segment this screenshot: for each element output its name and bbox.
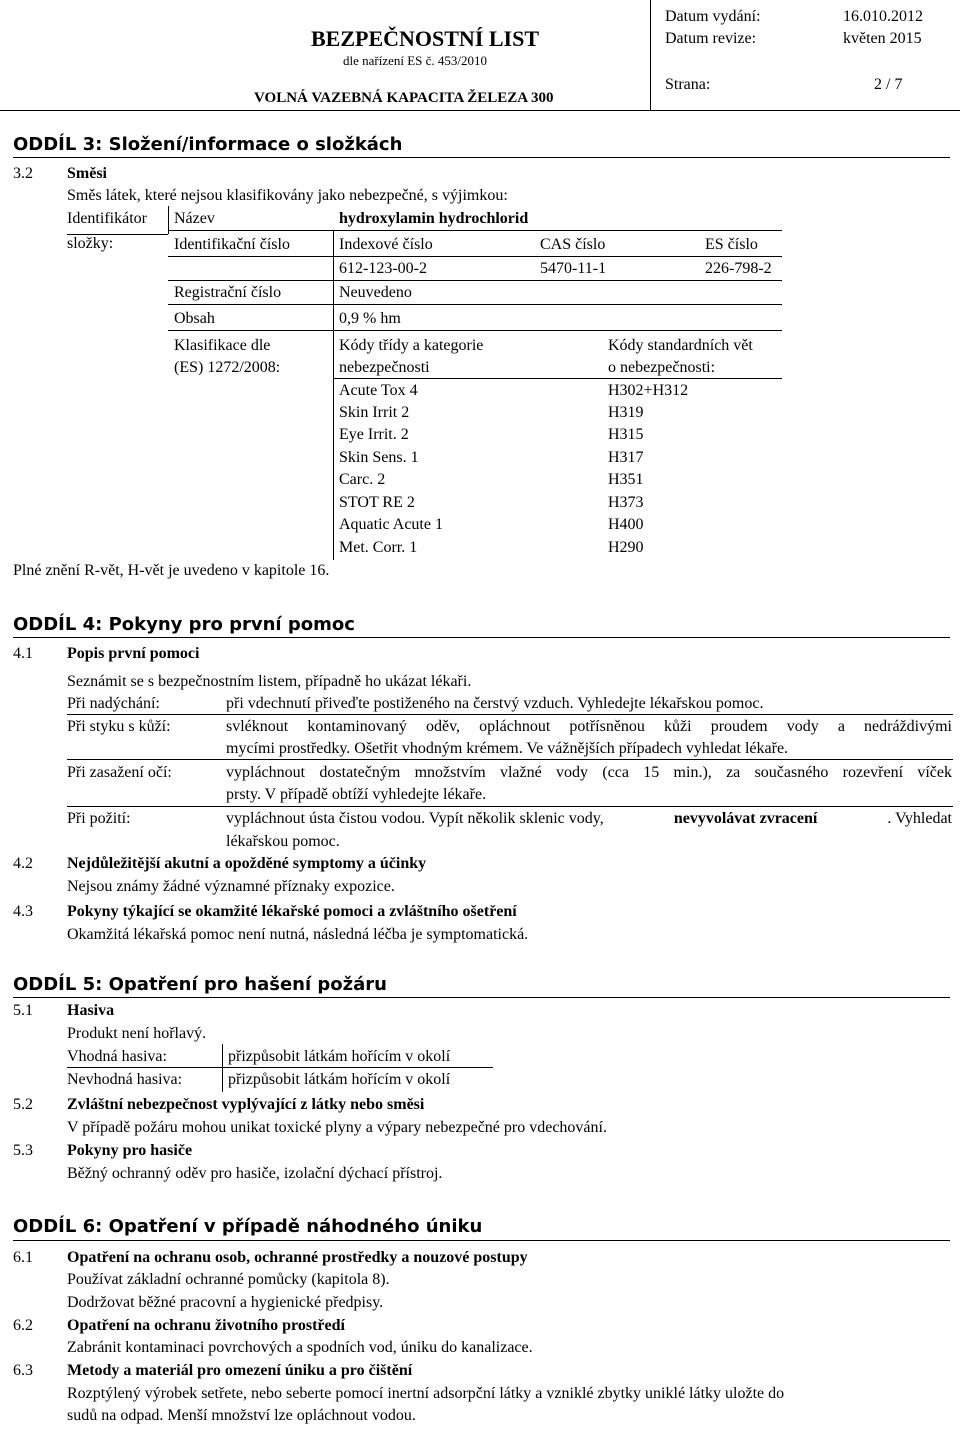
section-3-heading: ODDÍL 3: Složení/informace o složkách [13,134,403,155]
paragraph: Okamžitá lékařská pomoc není nutná, následná léčba je symptomatická. [67,926,529,943]
table-rule-1 [168,230,782,231]
subsection-number: 6.3 [13,1362,33,1379]
product-name: VOLNÁ VAZEBNÁ KAPACITA ŽELEZA 300 [254,90,554,106]
h-code: H302+H312 [608,382,689,399]
hazard-class: Met. Corr. 1 [339,539,418,556]
skin-contact-text: svléknout kontaminovaný oděv, opláchnout potřísněnou kůži proudem vody a nedráždivými [226,718,952,735]
skin-contact-text-2: mycími prostředky. Ošetřit vhodným krémem. Ve vážnějších případech vyhledat lékaře. [226,740,789,757]
subsection-number: 5.2 [13,1096,33,1113]
hazard-class: Skin Irrit 2 [339,404,410,421]
media-divider [222,1044,223,1092]
table-col-divider [333,230,334,560]
inhalation-label: Při nadýchání: [67,695,160,712]
revision-date-value: květen 2015 [843,30,922,47]
h-code: H400 [608,516,644,533]
first-aid-rule [67,806,953,807]
subsection-title: Popis první pomoci [67,645,200,662]
subsection-number: 4.2 [13,855,33,872]
subsection-title: Směsi [67,165,107,182]
h-code: H290 [608,539,644,556]
h-code: H373 [608,494,644,511]
ingestion-text-c: . Vyhledat [887,810,952,827]
document-subtitle: dle nařízení ES č. 453/2010 [343,53,488,68]
subsection-title: Pokyny týkající se okamžité lékařské pomoci a zvláštního ošetření [67,903,517,920]
paragraph: Zabránit kontaminaci povrchových a spodních vod, úniku do kanalizace. [67,1339,533,1356]
subsection-title: Hasiva [67,1002,115,1019]
hazard-class-header-2: nebezpečnosti [339,359,430,376]
ingestion-text-a: vypláchnout ústa čistou vodou. Vypít několik sklenic vody, [226,810,604,827]
ingestion-label: Při požití: [67,810,131,827]
paragraph: Používat základní ochranné pomůcky (kapitola 8). [67,1271,390,1288]
h-code: H351 [608,471,644,488]
es-number: 226-798-2 [705,260,772,277]
page-number-label: Strana: [665,76,711,93]
table-rule-4 [168,304,782,305]
first-aid-intro: Seznámit se s bezpečnostním listem, případně ho ukázat lékaři. [67,673,472,690]
ingestion-text-2: lékařskou pomoc. [226,833,340,850]
identifier-label-2: složky: [67,235,114,252]
index-label: Indexové číslo [339,236,433,253]
section-6-heading: ODDÍL 6: Opatření v případě náhodného úniku [13,1216,483,1237]
subsection-title: Zvláštní nebezpečnost vyplývající z látky nebo směsi [67,1096,425,1113]
section-5-heading: ODDÍL 5: Opatření pro hašení požáru [13,974,387,995]
classification-label-2: (ES) 1272/2008: [174,359,281,376]
page-number-value: 2 / 7 [874,76,903,93]
index-number: 612-123-00-2 [339,260,427,277]
table-rule-3 [168,280,782,281]
identifier-underline [67,234,168,235]
subsection-title: Metody a materiál pro omezení úniku a pro čištění [67,1362,413,1379]
inhalation-text: při vdechnutí přiveďte postiženého na čerstvý vzduch. Vyhledejte lékařskou pomoc. [226,695,764,712]
section-4-rule [13,637,950,638]
classification-label: Klasifikace dle [174,337,271,354]
paragraph: Rozptýlený výrobek setřete, nebo seberte pomocí inertní adsorpční látky a vzniklé zbytky uniklé látky uložte do [67,1385,785,1402]
subsection-number: 4.3 [13,903,33,920]
h-code: H315 [608,426,644,443]
issue-date-label: Datum vydání: [665,8,761,25]
hazard-class: Skin Sens. 1 [339,449,419,466]
section-6-rule [13,1240,950,1241]
ingestion-text-b: nevyvolávat zvracení [673,810,818,827]
h-code: H317 [608,449,644,466]
section-3-rule [13,157,950,158]
issue-date-value: 16.010.2012 [843,8,923,25]
skin-contact-label: Při styku s kůží: [67,718,171,735]
suitable-media-value: přizpůsobit látkám hořícím v okolí [228,1048,451,1065]
hazard-class: Acute Tox 4 [339,382,418,399]
hazard-class: STOT RE 2 [339,494,415,511]
es-label: ES číslo [705,236,758,253]
subsection-number: 6.1 [13,1249,33,1266]
hazard-class: Eye Irrit. 2 [339,426,409,443]
h-statement-header: Kódy standardních vět [608,337,753,354]
subsection-number: 3.2 [13,165,33,182]
revision-date-label: Datum revize: [665,30,757,47]
idnum-label: Identifikační číslo [174,236,290,253]
hazard-class-header: Kódy třídy a kategorie [339,337,484,354]
suitable-media-label: Vhodná hasiva: [67,1048,167,1065]
ingestion-text [226,810,952,828]
mixture-intro: Směs látek, které nejsou klasifikovány jako nebezpečné, s výjimkou: [67,187,508,204]
subsection-title: Pokyny pro hasiče [67,1142,193,1159]
paragraph: Dodržovat běžné pracovní a hygienické předpisy. [67,1294,384,1311]
paragraph: Běžný ochranný oděv pro hasiče, izolační dýchací přístroj. [67,1165,443,1182]
eye-contact-label: Při zasažení očí: [67,764,172,781]
section-4-heading: ODDÍL 4: Pokyny pro první pomoc [13,614,355,635]
content-label: Obsah [174,310,215,327]
document-title: BEZPEČNOSTNÍ LIST [311,26,540,51]
subsection-title: Nejdůležitější akutní a opožděné symptomy a účinky [67,855,427,872]
h-statement-header-2: o nebezpečnosti: [608,359,716,376]
subsection-number: 6.2 [13,1317,33,1334]
hazard-class: Aquatic Acute 1 [339,516,443,533]
cas-number: 5470-11-1 [540,260,607,277]
subsection-number: 5.3 [13,1142,33,1159]
substance-name: hydroxylamin hydrochlorid [339,210,529,227]
subsection-title: Opatření na ochranu životního prostředí [67,1317,345,1334]
eye-contact-text: vypláchnout dostatečným množstvím vlažné vody (cca 15 min.), za současného rozevření víček [226,764,952,781]
subsection-number: 5.1 [13,1002,33,1019]
first-aid-rule [67,759,953,760]
header-rule [0,110,960,111]
registration-label: Registrační číslo [174,284,282,301]
subsection-title: Opatření na ochranu osob, ochranné prostředky a nouzové postupy [67,1249,528,1266]
name-label: Název [174,210,215,227]
table-rule-6 [333,378,782,379]
header-divider [650,0,651,110]
registration-value: Neuvedeno [339,284,412,301]
eye-contact-text-2: prsty. V případě obtíží vyhledejte lékaře. [226,786,487,803]
paragraph: V případě požáru mohou unikat toxické plyny a výpary nebezpečné pro vdechování. [67,1119,607,1136]
first-aid-rule [67,714,953,715]
unsuitable-media-label: Nevhodná hasiva: [67,1071,183,1088]
content-value: 0,9 % hm [339,310,401,327]
section-5-rule [13,997,950,998]
hazard-class: Carc. 2 [339,471,386,488]
media-rule [67,1067,493,1068]
subsection-number: 4.1 [13,645,33,662]
paragraph: sudů na odpad. Menší množství lze opláchnout vodou. [67,1407,416,1424]
cas-label: CAS číslo [540,236,606,253]
h-code: H319 [608,404,644,421]
paragraph: Produkt není hořlavý. [67,1025,207,1042]
paragraph: Nejsou známy žádné významné příznaky expozice. [67,878,395,895]
identifier-label: Identifikátor [67,210,147,227]
table-rule-2 [168,256,782,257]
table-rule-5 [168,330,782,331]
unsuitable-media-value: přizpůsobit látkám hořícím v okolí [228,1071,451,1088]
phrases-note: Plné znění R-vět, H-vět je uvedeno v kapitole 16. [13,562,330,579]
